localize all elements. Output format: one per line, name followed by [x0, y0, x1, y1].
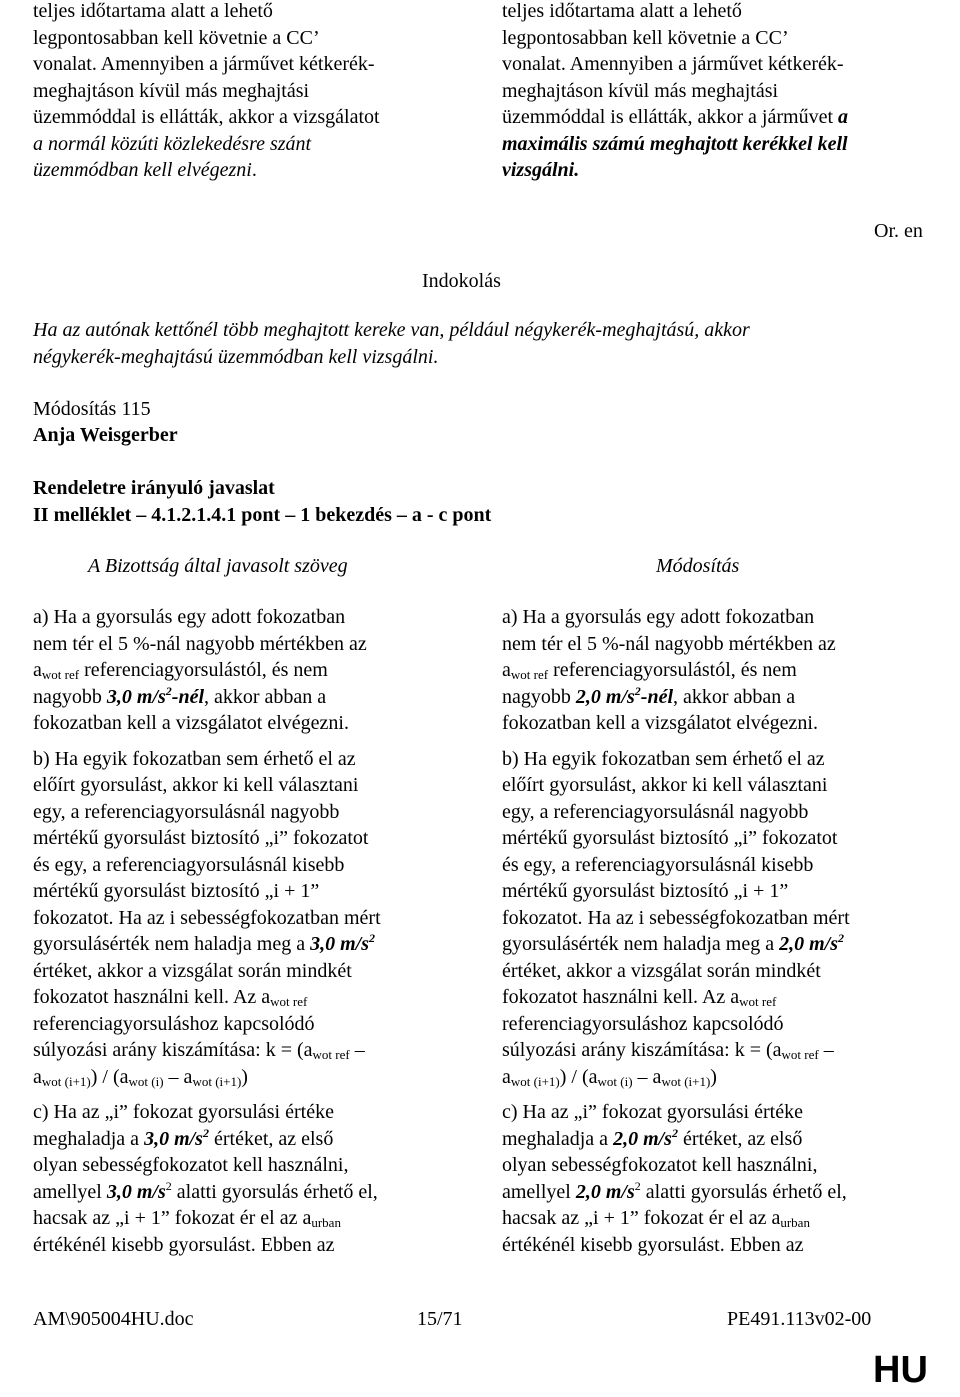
text-span: amellyel	[33, 1180, 107, 1203]
superscript: 2	[634, 683, 641, 698]
text-line: b) Ha egyik fokozatban sem érhető el az	[502, 747, 825, 770]
superscript: 2	[634, 1178, 641, 1193]
text-span: gyorsulásérték nem haladja meg a	[33, 933, 311, 955]
text-line	[33, 1205, 463, 1232]
text-line	[502, 1179, 932, 1206]
text-span: referenciagyorsulástól, és nem	[548, 659, 797, 681]
text-span: amellyel	[502, 1180, 576, 1203]
text-line	[33, 1126, 463, 1153]
amendment-text-column	[502, 604, 932, 1267]
text-line: fokozatot. Ha az i sebességfokozatban mért	[502, 906, 850, 929]
value: 2,0	[575, 1180, 601, 1203]
unit: m/s	[136, 685, 166, 708]
text-span: alatti gyorsulás érhető el,	[640, 1180, 847, 1203]
text-span: )	[710, 1065, 717, 1088]
unit: m/s	[809, 933, 839, 955]
footer-language-code: HU	[873, 1349, 928, 1391]
text-line: olyan sebességfokozatot kell használni,	[502, 1154, 818, 1176]
unit: m/s	[605, 685, 635, 708]
text-line: b) Ha egyik fokozatban sem érhető el az	[33, 747, 356, 770]
text-line: mértékű gyorsulást biztosító „i” fokozatot	[502, 827, 838, 849]
column-header-commission: A Bizottság által javasolt szöveg	[88, 555, 348, 577]
text-line: és egy, a referenciagyorsulásnál kisebb	[502, 853, 814, 876]
paragraph-a	[502, 604, 932, 737]
top-left-text	[33, 0, 463, 184]
text-line	[33, 1037, 463, 1064]
superscript: 2	[165, 683, 172, 698]
text-line	[502, 1205, 932, 1232]
text-line: előírt gyorsulást, akkor ki kell választani	[502, 774, 828, 796]
justification-heading: Indokolás	[422, 270, 501, 292]
unit: m/s	[643, 1127, 672, 1150]
text-span: a	[502, 659, 511, 681]
text-line: a) Ha a gyorsulás egy adott fokozatban	[33, 606, 346, 628]
paragraph-c	[502, 1099, 932, 1258]
superscript: 2	[671, 1125, 678, 1140]
text-span: a	[838, 106, 848, 128]
text-line: négykerék-meghajtású üzemmódban kell vizsgálni.	[33, 345, 439, 368]
text-span: – a	[163, 1065, 193, 1088]
text-span: hacsak az „i + 1” fokozat ér el az a	[33, 1207, 312, 1229]
text-line: értéket, akkor a vizsgálat során mindkét	[502, 959, 821, 982]
value: 2,0	[613, 1127, 639, 1150]
text-line: fokozatot. Ha az i sebességfokozatban mért	[33, 906, 381, 929]
subscript: wot (i+1)	[510, 1073, 560, 1089]
column-header-amendment: Módosítás	[656, 555, 740, 577]
amendment-author: Anja Weisgerber	[33, 424, 178, 446]
text-line: olyan sebességfokozatot kell használni,	[33, 1154, 349, 1176]
text-line: és egy, a referenciagyorsulásnál kisebb	[33, 853, 345, 876]
superscript: 2	[165, 1178, 172, 1193]
value: 3,0	[106, 1180, 132, 1203]
text-span: – a	[632, 1065, 662, 1088]
subscript: urban	[311, 1215, 341, 1230]
subscript: wot ref	[781, 1047, 819, 1062]
text-line: mértékű gyorsulást biztosító „i” fokozatot	[33, 827, 369, 849]
text-line: referenciagyorsuláshoz kapcsolódó	[502, 1012, 784, 1035]
text-span: , akkor abban a	[204, 685, 327, 708]
text-line	[502, 931, 932, 958]
text-line: legpontosabban kell követnie a CC’	[33, 26, 320, 49]
subscript: wot (i+1)	[41, 1073, 91, 1089]
suffix: -nél	[640, 685, 674, 708]
text-span: –	[818, 1039, 834, 1061]
text-line: üzemmóddal is ellátták, akkor a vizsgálatot	[33, 106, 380, 128]
text-span: üzemmóddal is ellátták, akkor a járművet	[502, 106, 838, 128]
text-line: nem tér el 5 %-nál nagyobb mértékben az	[502, 632, 836, 655]
paragraph-b	[502, 746, 932, 1091]
text-line: fokozatban kell a vizsgálatot elvégezni.	[502, 712, 818, 734]
text-line: fokozatban kell a vizsgálatot elvégezni.	[33, 712, 349, 734]
text-line: előírt gyorsulást, akkor ki kell választani	[33, 774, 359, 796]
text-span: súlyozási arány kiszámítása: k = (a	[502, 1039, 782, 1061]
text-span: meghaladja a	[33, 1127, 145, 1150]
text-span: )	[241, 1065, 248, 1088]
text-line	[502, 104, 932, 131]
justification-text	[33, 317, 933, 370]
text-line: Ha az autónak kettőnél több meghajtott kereke van, például négykerék-meghajtású, akkor	[33, 319, 750, 341]
subscript: wot (i+1)	[661, 1073, 711, 1089]
text-line	[502, 684, 932, 711]
text-line: mértékű gyorsulást biztosító „i + 1”	[33, 880, 320, 902]
value: 2,0	[779, 933, 805, 955]
footer-page-number: 15/71	[417, 1308, 463, 1330]
text-line: c) Ha az „i” fokozat gyorsulási értéke	[502, 1101, 803, 1123]
text-line	[33, 1179, 463, 1206]
value: 2,0	[575, 685, 601, 708]
text-line	[502, 984, 932, 1011]
text-span: nagyobb	[502, 685, 576, 708]
text-span: gyorsulásérték nem haladja meg a	[502, 933, 780, 955]
text-span: hacsak az „i + 1” fokozat ér el az a	[502, 1207, 781, 1229]
text-line	[502, 657, 932, 684]
text-line	[502, 1126, 932, 1153]
text-line: egy, a referenciagyorsulásnál nagyobb	[33, 800, 340, 823]
subscript: wot (i+1)	[192, 1073, 242, 1089]
text-line	[33, 657, 463, 684]
text-span: nagyobb	[33, 685, 107, 708]
text-span: .	[251, 159, 257, 181]
text-span: meghaladja a	[502, 1127, 614, 1150]
unit: m/s	[174, 1127, 203, 1150]
text-span: a	[33, 659, 42, 681]
subscript: wot (i)	[128, 1073, 164, 1089]
text-line	[33, 684, 463, 711]
text-span: súlyozási arány kiszámítása: k = (a	[33, 1039, 313, 1061]
value: 3,0	[106, 685, 132, 708]
text-span: , akkor abban a	[673, 685, 796, 708]
text-span: ) / (a	[90, 1065, 129, 1088]
text-span: referenciagyorsulástól, és nem	[79, 659, 328, 681]
text-line	[502, 1037, 932, 1064]
text-line	[502, 1064, 932, 1091]
text-span: ) / (a	[559, 1065, 598, 1088]
text-span: –	[349, 1039, 365, 1061]
subscript: wot (i)	[597, 1073, 633, 1089]
subscript: wot ref	[270, 994, 308, 1009]
paragraph-a	[33, 604, 463, 737]
text-line: teljes időtartama alatt a lehető	[502, 0, 742, 22]
unit: m/s	[136, 1180, 166, 1203]
text-line: vonalat. Amennyiben a járművet kétkerék-	[33, 53, 375, 75]
value: 3,0	[144, 1127, 170, 1150]
text-line: meghajtáson kívül más meghajtási	[502, 79, 779, 102]
text-line	[33, 157, 463, 184]
text-line: értéket, akkor a vizsgálat során mindkét	[33, 959, 352, 982]
text-span: a	[33, 1065, 42, 1088]
original-language: Or. en	[874, 220, 923, 242]
text-line	[33, 984, 463, 1011]
unit: m/s	[340, 933, 370, 955]
text-line: nem tér el 5 %-nál nagyobb mértékben az	[33, 632, 367, 655]
text-span: értéket, az első	[677, 1127, 803, 1150]
text-line: meghajtáson kívül más meghajtási	[33, 79, 310, 102]
amendment-number: Módosítás 115	[33, 398, 151, 420]
unit: m/s	[605, 1180, 635, 1203]
subscript: urban	[780, 1215, 810, 1230]
text-line: egy, a referenciagyorsulásnál nagyobb	[502, 800, 809, 823]
value: 3,0	[310, 933, 336, 955]
text-span: alatti gyorsulás érhető el,	[171, 1180, 378, 1203]
text-line: értékénél kisebb gyorsulást. Ebben az	[502, 1233, 804, 1256]
paragraph-c	[33, 1099, 463, 1258]
text-span: a	[502, 1065, 511, 1088]
text-line: maximális számú meghajtott kerékkel kell	[502, 132, 848, 155]
text-line: vonalat. Amennyiben a járművet kétkerék-	[502, 53, 844, 75]
subscript: wot ref	[510, 667, 549, 682]
proposal-title: Rendeletre irányuló javaslat	[33, 477, 275, 499]
proposal-reference: II melléklet – 4.1.2.1.4.1 pont – 1 bekezdés – a - c pont	[33, 504, 492, 526]
subscript: wot ref	[739, 994, 777, 1009]
top-right-text	[502, 0, 932, 184]
superscript: 2	[369, 931, 376, 945]
text-line: legpontosabban kell követnie a CC’	[502, 26, 789, 49]
text-line: c) Ha az „i” fokozat gyorsulási értéke	[33, 1101, 334, 1123]
superscript: 2	[838, 931, 845, 945]
text-line: értékénél kisebb gyorsulást. Ebben az	[33, 1233, 335, 1256]
text-span: értéket, az első	[208, 1127, 334, 1150]
text-line: vizsgálni.	[502, 159, 580, 181]
footer-reference: PE491.113v02-00	[727, 1308, 872, 1330]
superscript: 2	[202, 1125, 209, 1140]
subscript: wot ref	[41, 667, 80, 682]
text-line: referenciagyorsuláshoz kapcsolódó	[33, 1012, 315, 1035]
text-span: fokozatot használni kell. Az a	[502, 986, 740, 1008]
text-line	[33, 1064, 463, 1091]
footer-document-id: AM\905004HU.doc	[33, 1308, 194, 1330]
text-line: a normál közúti közlekedésre szánt	[33, 132, 312, 155]
text-line: mértékű gyorsulást biztosító „i + 1”	[502, 880, 789, 902]
text-line: teljes időtartama alatt a lehető	[33, 0, 273, 22]
text-span: fokozatot használni kell. Az a	[33, 986, 271, 1008]
commission-text-column	[33, 604, 463, 1267]
text-line: a) Ha a gyorsulás egy adott fokozatban	[502, 606, 815, 628]
text-span: üzemmódban kell elvégezni	[33, 159, 252, 181]
suffix: -nél	[171, 685, 205, 708]
paragraph-b	[33, 746, 463, 1091]
subscript: wot ref	[312, 1047, 350, 1062]
text-line	[33, 931, 463, 958]
